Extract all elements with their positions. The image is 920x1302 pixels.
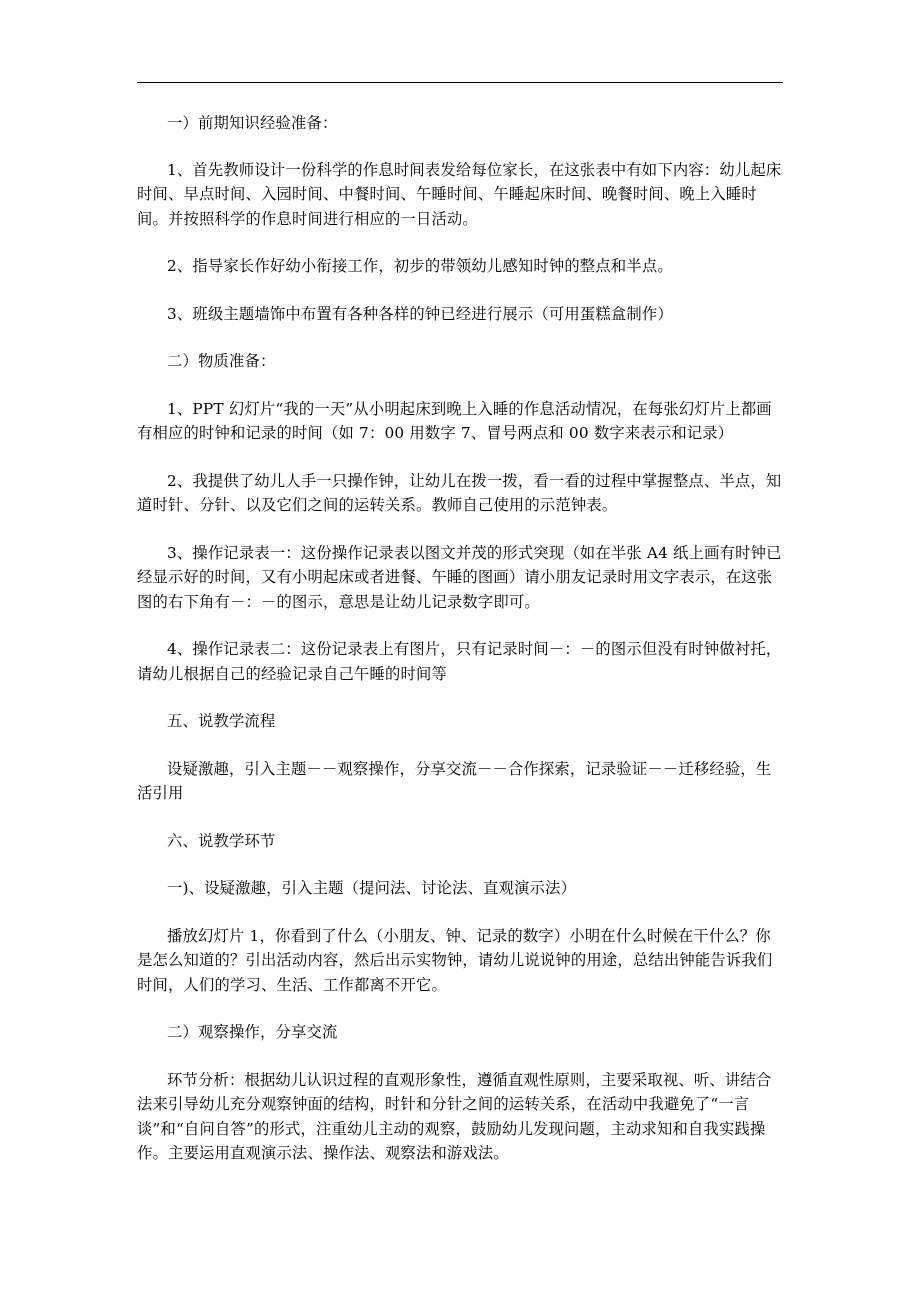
paragraph-ppt-slides: 1、PPT 幻灯片“我的一天”从小明起床到晚上入睡的作息活动情况，在每张幻灯片上都画有相应的时钟和记录的时间（如 7：00 用数字 7、冒号两点和 00 数字来表示和记录） [137, 399, 772, 442]
paragraph-record-sheet-two: 4、操作记录表二：这份记录表上有图片，只有记录时间－：－的图示但没有时钟做衬托，请幼儿根据自己的经验记录自己午睡的时间等 [137, 640, 782, 683]
paragraph-process-flow: 设疑激趣，引入主题－－观察操作，分享交流－－合作探索，记录验证－－迁移经验，生活引用 [137, 759, 772, 802]
section-heading-knowledge-prep: 一）前期知识经验准备： [167, 114, 338, 132]
paragraph-operation-clock: 2、我提供了幼儿人手一只操作钟，让幼儿在拨一拨，看一看的过程中掌握整点、半点，知道时针、分针、以及它们之间的运转关系。教师自己使用的示范钟表。 [137, 471, 782, 514]
section-heading-teaching-steps: 六、说教学环节 [167, 831, 276, 850]
section-heading-teaching-process: 五、说教学流程 [167, 712, 276, 730]
paragraph-schedule-table: 1、首先教师设计一份科学的作息时间表发给每位家长，在这张表中有如下内容：幼儿起床时间、早点时间、入园时间、中餐时间、午睡时间、午睡起床时间、晚餐时间、晚上入睡时间。并按照科学的作息时间进行相应的一日活动。 [137, 160, 782, 228]
paragraph-parent-guidance: 2、指导家长作好幼小衔接工作，初步的带领幼儿感知时钟的整点和半点。 [167, 257, 673, 275]
document-body [137, 111, 785, 1166]
paragraph-step-analysis: 环节分析：根据幼儿认识过程的直观形象性，遵循直观性原则，主要采取视、听、讲结合法来引导幼儿充分观察钟面的结构，时针和分针之间的运转关系，在活动中我避免了“一言谈”和“自问自答”的形式，注重幼儿主动的观察，鼓励幼儿发现问题，主动求知和自我实践操作。主要运用直观演示法、操作法、观察法和游戏法。 [137, 1070, 772, 1162]
subsection-heading-observe-share: 二）观察操作，分享交流 [167, 1023, 338, 1041]
paragraph-play-slide: 播放幻灯片 1，你看到了什么（小朋友、钟、记录的数字）小明在什么时候在干什么？你是怎么知道的？引出活动内容，然后出示实物钟，请幼儿说说钟的用途，总结出钟能告诉我们时间，人们的学习、生活、工作都离不开它。 [137, 926, 773, 994]
header-rule [137, 82, 783, 83]
section-heading-material-prep: 二）物质准备： [167, 352, 276, 370]
paragraph-record-sheet-one: 3、操作记录表一：这份操作记录表以图文并茂的形式突现（如在半张 A4 纸上画有时钟已经显示好的时间，又有小明起床或者进餐、午睡的图画）请小朋友记录时用文字表示，在这张图的右下角有－：－的图示，意思是让幼儿记录数字即可。 [137, 543, 782, 611]
subsection-heading-introduce-theme: 一)、设疑激趣，引入主题（提问法、讨论法、直观演示法） [167, 879, 577, 897]
paragraph-wall-decoration: 3、班级主题墙饰中布置有各种各样的钟已经进行展示（可用蛋糕盒制作） [167, 304, 673, 323]
